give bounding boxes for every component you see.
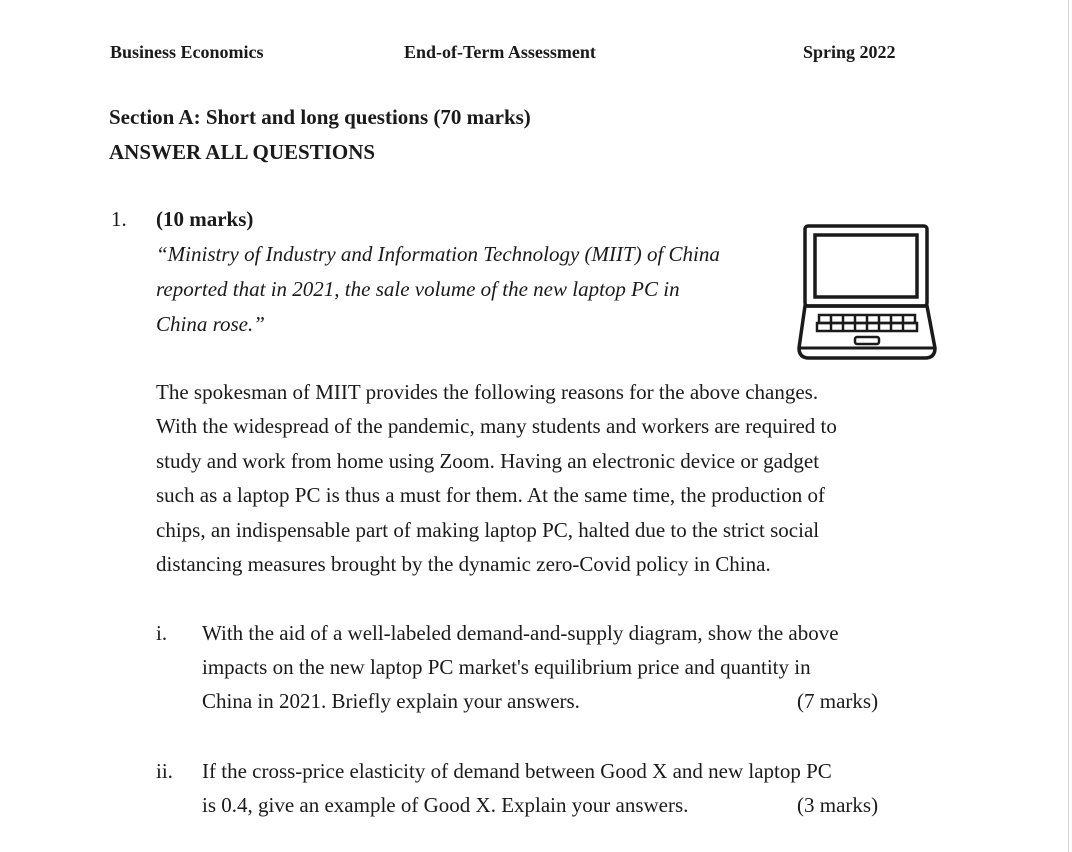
part-line: is 0.4, give an example of Good X. Explain your answers.: [202, 793, 689, 817]
question-marks: (10 marks): [156, 207, 254, 231]
part-number: i.: [156, 621, 168, 645]
part-marks: (3 marks): [797, 793, 879, 817]
paragraph-line: such as a laptop PC is thus a must for them. At the same time, the production of: [156, 483, 825, 507]
paragraph-line: distancing measures brought by the dynamic zero-Covid policy in China.: [156, 552, 771, 576]
quote-line: China rose.”: [156, 312, 265, 336]
paragraph-line: study and work from home using Zoom. Having an electronic device or gadget: [156, 449, 820, 473]
header-course: Business Economics: [110, 42, 264, 62]
quote-line: “Ministry of Industry and Information Technology (MIIT) of China: [156, 242, 720, 266]
laptop-icon: [795, 224, 939, 364]
part-marks: (7 marks): [797, 689, 879, 713]
quote-line: reported that in 2021, the sale volume of the new laptop PC in: [156, 277, 680, 301]
section-instruction: ANSWER ALL QUESTIONS: [109, 140, 376, 164]
part-line: With the aid of a well-labeled demand-and-supply diagram, show the above: [202, 621, 839, 645]
page-edge-line: [1068, 0, 1069, 852]
part-line: China in 2021. Briefly explain your answers.: [202, 689, 580, 713]
paragraph-line: With the widespread of the pandemic, many students and workers are required to: [156, 414, 837, 438]
part-line: If the cross-price elasticity of demand between Good X and new laptop PC: [202, 759, 832, 783]
part-number: ii.: [156, 759, 173, 783]
paragraph-line: chips, an indispensable part of making laptop PC, halted due to the strict social: [156, 518, 820, 542]
header-exam: End-of-Term Assessment: [404, 42, 596, 62]
header-term: Spring 2022: [803, 42, 896, 62]
part-line: impacts on the new laptop PC market's equilibrium price and quantity in: [202, 655, 811, 679]
paragraph-line: The spokesman of MIIT provides the following reasons for the above changes.: [156, 380, 819, 404]
question-number: 1.: [111, 207, 127, 231]
section-title: Section A: Short and long questions (70 marks): [109, 105, 531, 129]
